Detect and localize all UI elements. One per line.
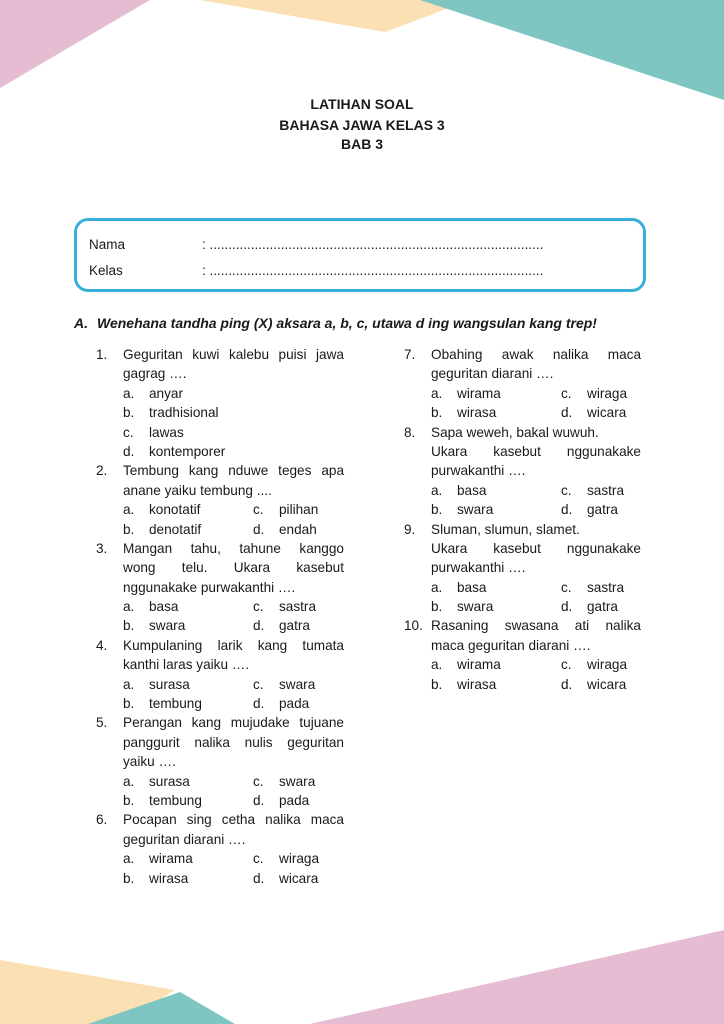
option-text[interactable]: swara [457, 599, 494, 615]
option-text[interactable]: wirasa [149, 870, 189, 886]
question-line [404, 636, 641, 655]
question-text: Obahing awak nalika maca [431, 347, 641, 362]
question-4 [96, 636, 344, 714]
question-number: 8. [404, 424, 416, 440]
option-text[interactable]: tembung [149, 696, 202, 712]
option-text: lawas [149, 424, 184, 440]
option-text[interactable]: surasa [149, 773, 190, 789]
option-text[interactable]: gatra [587, 599, 618, 615]
option-letter[interactable]: c. [561, 657, 572, 673]
option-letter[interactable]: b. [123, 792, 135, 808]
question-text: Kumpulaning larik kang tumata [123, 637, 344, 653]
title-line-3: BAB 3 [340, 136, 383, 152]
option-text[interactable]: wiraga [279, 851, 320, 867]
answer-option-row [96, 772, 344, 791]
option-text: tradhisional [149, 405, 219, 421]
option-text: kontemporer [149, 443, 226, 459]
section-letter: A. [74, 315, 88, 331]
question-number: 2. [96, 463, 108, 479]
question-line [404, 423, 641, 442]
option-text[interactable]: swara [457, 502, 494, 518]
option-letter[interactable]: c. [253, 502, 264, 518]
option-letter[interactable]: d. [561, 502, 573, 518]
question-6 [96, 810, 344, 888]
question-text: nggunakake purwakanthi …. [123, 579, 296, 595]
option-text[interactable]: konotatif [149, 502, 201, 518]
name-row [89, 237, 639, 253]
option-text[interactable]: wicara [587, 676, 627, 692]
question-line [96, 539, 344, 558]
answer-option[interactable] [96, 403, 344, 422]
question-line [96, 655, 344, 674]
option-text[interactable]: pilihan [279, 502, 319, 518]
option-letter[interactable]: a. [123, 676, 135, 692]
option-letter[interactable]: a. [123, 599, 135, 615]
question-text: Sapa weweh, bakal wuwuh. [431, 424, 599, 440]
question-line [96, 345, 344, 364]
option-text[interactable]: gatra [587, 502, 618, 518]
option-text[interactable]: wicara [279, 870, 319, 886]
option-letter[interactable]: b. [431, 405, 443, 421]
title-line-2: BAHASA JAWA KELAS 3 [279, 117, 445, 133]
option-letter[interactable]: c. [561, 482, 572, 498]
question-text: Perangan kang mujudake tujuane [123, 715, 344, 731]
question-1 [96, 345, 344, 461]
question-text: Sluman, slumun, slamet. [431, 521, 580, 537]
option-letter[interactable]: c. [561, 579, 572, 595]
option-text[interactable]: denotatif [149, 521, 202, 537]
option-letter[interactable]: b. [123, 696, 135, 712]
question-text: geguritan diarani …. [123, 831, 246, 847]
question-text: maca geguritan diarani …. [431, 637, 591, 653]
option-text[interactable]: wirama [149, 851, 193, 867]
questions-right-column [404, 345, 641, 694]
name-label: Nama [89, 237, 126, 252]
question-text: wong telu. Ukara kasebut [123, 560, 344, 576]
class-row [89, 263, 639, 279]
option-letter[interactable]: a. [123, 773, 135, 789]
answer-option-row [404, 403, 641, 422]
title-line-1: LATIHAN SOAL [310, 96, 414, 112]
option-text[interactable]: wirama [457, 385, 501, 401]
question-number: 5. [96, 715, 108, 731]
question-line [404, 616, 641, 635]
option-text[interactable]: surasa [149, 676, 190, 692]
answer-option-row [96, 694, 344, 713]
answer-option-row [96, 597, 344, 616]
option-letter[interactable]: c. [253, 851, 264, 867]
option-text[interactable]: endah [279, 521, 317, 537]
option-letter[interactable]: b. [123, 521, 135, 537]
option-text[interactable]: wirasa [457, 405, 497, 421]
option-text[interactable]: wicara [587, 405, 627, 421]
question-text: Mangan tahu, tahune kanggo [123, 540, 344, 556]
option-letter[interactable]: d. [561, 599, 573, 615]
question-number: 1. [96, 347, 108, 362]
option-letter[interactable]: c. [253, 773, 264, 789]
question-text: geguritan diarani …. [431, 366, 554, 382]
answer-option-row [96, 520, 344, 539]
option-letter[interactable]: c. [253, 599, 264, 615]
option-text[interactable]: pada [279, 696, 310, 712]
option-letter[interactable]: b. [431, 502, 443, 518]
answer-option-row [404, 481, 641, 500]
option-text[interactable]: basa [149, 599, 179, 615]
question-line [404, 558, 641, 577]
question-number: 4. [96, 637, 108, 653]
option-letter[interactable]: d. [253, 696, 265, 712]
answer-option-row [404, 597, 641, 616]
question-7 [404, 345, 641, 423]
answer-option-row [404, 384, 641, 403]
option-letter[interactable]: b. [431, 599, 443, 615]
answer-option[interactable] [96, 384, 344, 403]
question-line [96, 636, 344, 655]
option-letter[interactable]: d. [253, 792, 265, 808]
question-line [96, 364, 344, 383]
question-line [404, 345, 641, 364]
option-text[interactable]: sastra [587, 482, 625, 498]
option-text[interactable]: gatra [279, 618, 310, 634]
question-text: Pocapan sing cetha nalika maca [123, 812, 344, 828]
option-text[interactable]: sastra [587, 579, 625, 595]
question-number: 3. [96, 540, 108, 556]
question-text: anane yaiku tembung .... [123, 482, 272, 498]
questions-left-column [96, 345, 344, 888]
question-text: Geguritan kuwi kalebu puisi jawa [123, 347, 344, 362]
question-text: Ukara kasebut nggunakake [431, 540, 641, 556]
option-text[interactable]: tembung [149, 792, 202, 808]
question-line [404, 539, 641, 558]
option-letter[interactable]: c. [253, 676, 264, 692]
question-line [404, 520, 641, 539]
question-text: Rasaning swasana ati nalika [431, 618, 641, 634]
option-letter[interactable]: a. [431, 385, 443, 401]
answer-option-row [404, 655, 641, 674]
option-letter[interactable]: d. [253, 870, 265, 886]
option-letter[interactable]: b. [123, 618, 135, 634]
name-field[interactable]: : ......................................................................................... [202, 237, 544, 252]
option-text: anyar [149, 385, 184, 401]
option-text[interactable]: wiraga [587, 385, 628, 401]
answer-option-row [404, 578, 641, 597]
option-letter[interactable]: c. [561, 385, 572, 401]
answer-option[interactable] [96, 423, 344, 442]
option-letter[interactable]: a. [123, 851, 135, 867]
question-line [404, 442, 641, 461]
question-number: 9. [404, 521, 416, 537]
option-letter[interactable]: b. [123, 870, 135, 886]
question-number: 10. [404, 618, 423, 634]
question-line [96, 810, 344, 829]
option-letter[interactable]: a. [431, 482, 443, 498]
option-text[interactable]: basa [457, 579, 487, 595]
question-line [96, 558, 344, 577]
question-text: Tembung kang nduwe teges apa [123, 463, 344, 479]
question-text: gagrag …. [123, 366, 187, 382]
question-line [96, 713, 344, 732]
top-left-pink-shape [0, 0, 150, 88]
option-letter: c. [123, 424, 134, 440]
identity-box [74, 218, 646, 292]
question-text: Ukara kasebut nggunakake [431, 443, 641, 459]
option-letter[interactable]: d. [253, 618, 265, 634]
question-line [96, 830, 344, 849]
option-text[interactable]: swara [149, 618, 186, 634]
option-text[interactable]: sastra [279, 599, 317, 615]
question-line [96, 733, 344, 752]
option-text[interactable]: wirama [457, 657, 501, 673]
option-text[interactable]: swara [279, 773, 316, 789]
question-number: 7. [404, 347, 416, 362]
option-text[interactable]: basa [457, 482, 487, 498]
option-letter[interactable]: d. [253, 521, 265, 537]
option-text[interactable]: wiraga [587, 657, 628, 673]
question-5 [96, 713, 344, 810]
option-letter[interactable]: a. [431, 579, 443, 595]
question-line [96, 481, 344, 500]
option-letter[interactable]: a. [431, 657, 443, 673]
question-2 [96, 461, 344, 539]
answer-option-row [96, 849, 344, 868]
answer-option-row [96, 675, 344, 694]
question-10 [404, 616, 641, 694]
question-number: 6. [96, 812, 108, 828]
answer-option-row [404, 675, 641, 694]
question-text: purwakanthi …. [431, 463, 526, 479]
question-text: kanthi laras yaiku …. [123, 657, 250, 673]
option-letter: a. [123, 385, 135, 401]
question-8 [404, 423, 641, 520]
question-text: yaiku …. [123, 754, 176, 770]
question-line [404, 461, 641, 480]
option-text[interactable]: wirasa [457, 676, 497, 692]
question-line [96, 752, 344, 771]
class-label: Kelas [89, 263, 123, 278]
answer-option-row [96, 500, 344, 519]
option-letter[interactable]: d. [561, 676, 573, 692]
option-letter[interactable]: a. [123, 502, 135, 518]
answer-option-row [96, 791, 344, 810]
option-letter[interactable]: d. [561, 405, 573, 421]
question-3 [96, 539, 344, 636]
question-line [96, 461, 344, 480]
top-peach-shape [200, 0, 470, 32]
question-line [404, 364, 641, 383]
top-teal-shape [420, 0, 724, 100]
option-letter: d. [123, 443, 135, 459]
bottom-pink-shape [310, 930, 724, 1024]
option-text[interactable]: pada [279, 792, 310, 808]
answer-option[interactable] [96, 442, 344, 461]
question-9 [404, 520, 641, 617]
class-field[interactable]: : ......................................................................................... [202, 263, 544, 278]
question-line [96, 578, 344, 597]
question-text: purwakanthi …. [431, 560, 526, 576]
option-letter[interactable]: b. [431, 676, 443, 692]
option-text[interactable]: swara [279, 676, 316, 692]
question-text: panggurit nalika nulis geguritan [123, 734, 344, 750]
option-letter: b. [123, 405, 135, 421]
section-instruction: Wenehana tandha ping (X) aksara a, b, c, utawa d ing wangsulan kang trep! [97, 315, 597, 331]
answer-option-row [96, 616, 344, 635]
answer-option-row [96, 869, 344, 888]
answer-option-row [404, 500, 641, 519]
